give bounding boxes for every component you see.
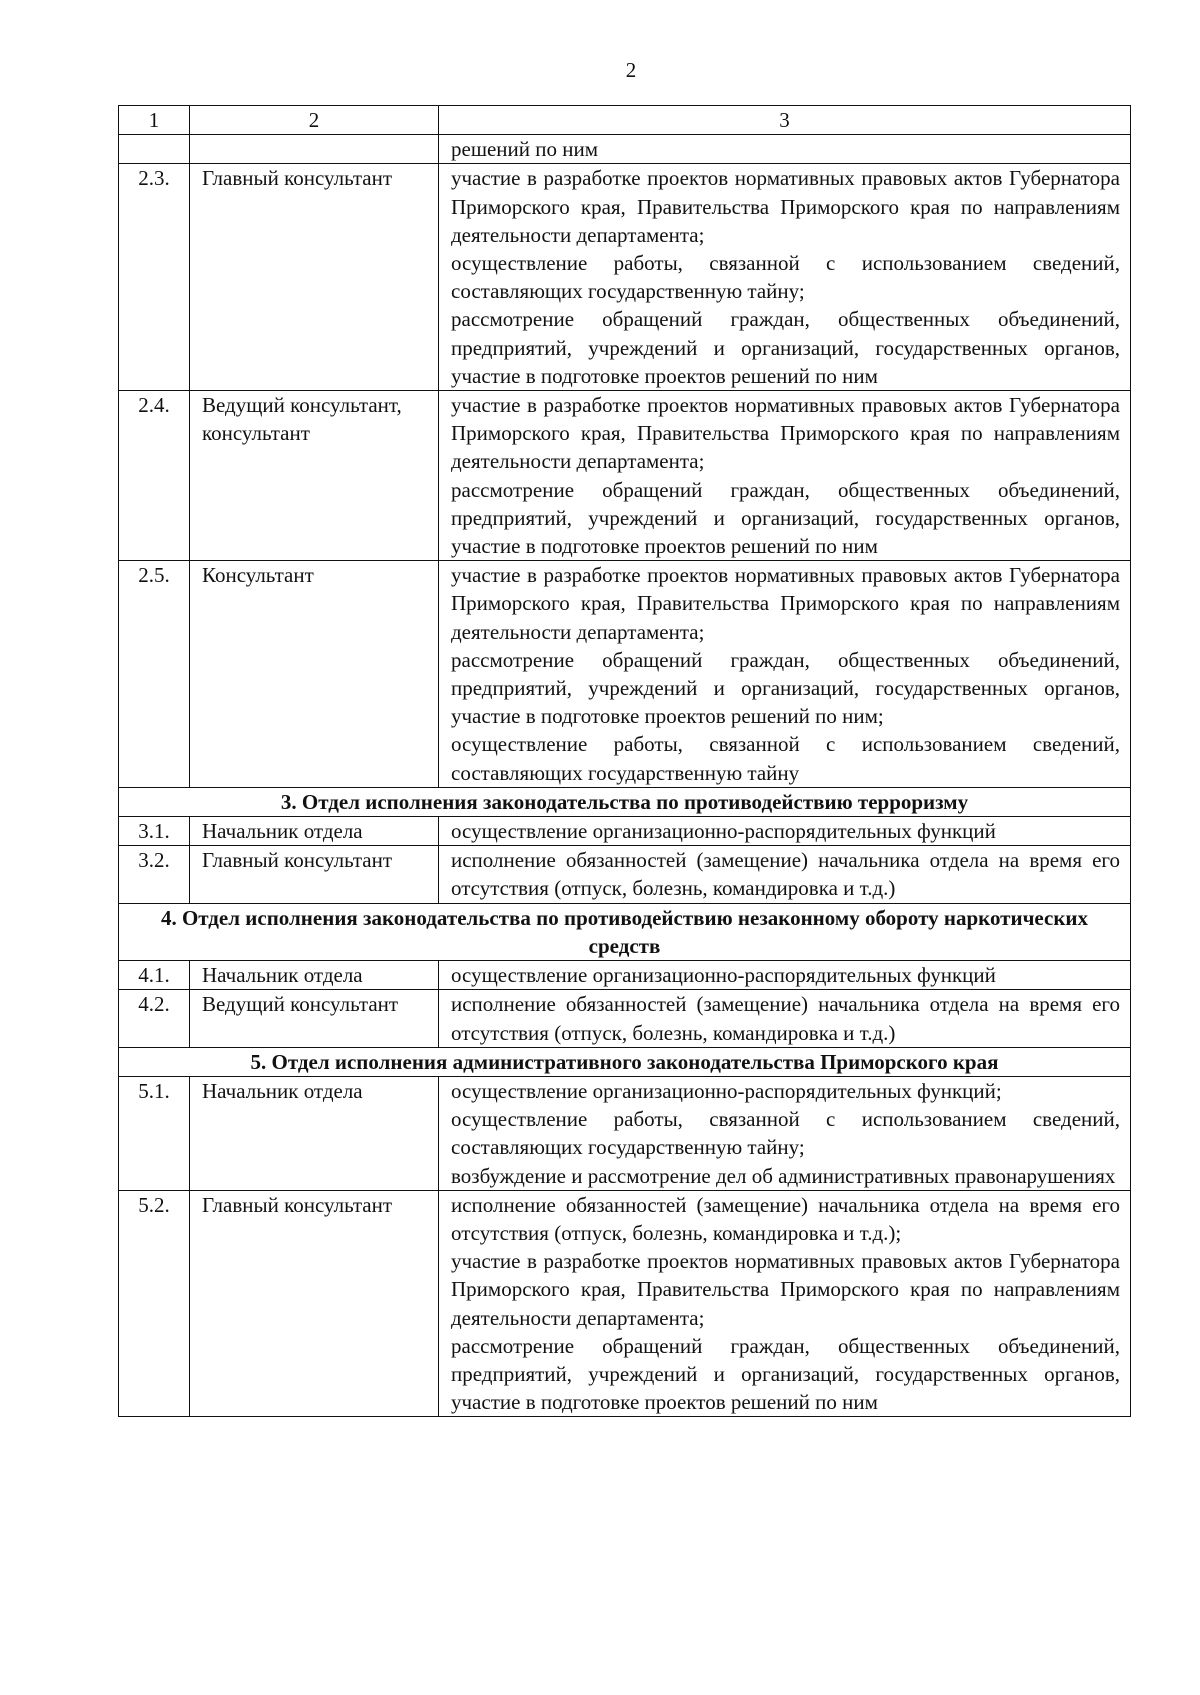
row-duties xyxy=(439,1190,1131,1417)
row-number: 5.1. xyxy=(119,1076,190,1190)
table-row xyxy=(119,817,1131,846)
row-duties xyxy=(439,846,1131,903)
row-number: 4.1. xyxy=(119,961,190,990)
header-col-1: 1 xyxy=(119,106,190,135)
section-title: 3. Отдел исполнения законодательства по противодействию терроризму xyxy=(119,787,1131,816)
section-title: 4. Отдел исполнения законодательства по противодействию незаконному обороту наркотических средств xyxy=(119,903,1131,960)
row-position: Ведущий консультант, консультант xyxy=(190,391,439,561)
row-position: Ведущий консультант xyxy=(190,990,439,1047)
row-number: 2.5. xyxy=(119,561,190,788)
section-2-rows xyxy=(119,164,1131,787)
table-row xyxy=(119,1190,1131,1417)
header-col-3: 3 xyxy=(439,106,1131,135)
row-position: Начальник отдела xyxy=(190,1076,439,1190)
row-number: 2.3. xyxy=(119,164,190,391)
row-position xyxy=(190,135,439,164)
duty-item: осуществление работы, связанной с использованием сведений, составляющих государственную тайну; xyxy=(451,251,1120,304)
row-duties xyxy=(439,561,1131,788)
section-title-row xyxy=(119,787,1131,816)
row-duties xyxy=(439,391,1131,561)
row-number: 2.4. xyxy=(119,391,190,561)
positions-table xyxy=(118,105,1131,1417)
duty-item: исполнение обязанностей (замещение) начальника отдела на время его отсутствия (отпуск, болезнь, командировка и т.д.); xyxy=(451,1192,1120,1245)
table-row xyxy=(119,990,1131,1047)
duty-item: рассмотрение обращений граждан, общественных объединений, предприятий, учреждений и организаций, государственных органов, участие в подготовке проектов решений по ним xyxy=(451,307,1120,388)
page-number: 2 xyxy=(625,58,637,82)
table-row xyxy=(119,391,1131,561)
table-row xyxy=(119,961,1131,990)
table-row xyxy=(119,846,1131,903)
section-4 xyxy=(119,903,1131,1047)
row-number: 3.1. xyxy=(119,817,190,846)
row-position: Начальник отдела xyxy=(190,961,439,990)
row-duties xyxy=(439,990,1131,1047)
table-row xyxy=(119,1076,1131,1190)
row-duties xyxy=(439,1076,1131,1190)
duty-item: осуществление работы, связанной с использованием сведений, составляющих государственную тайну; xyxy=(451,1107,1120,1160)
table-row xyxy=(119,164,1131,391)
row-position: Начальник отдела xyxy=(190,817,439,846)
section-3 xyxy=(119,787,1131,903)
duty-item: рассмотрение обращений граждан, общественных объединений, предприятий, учреждений и организаций, государственных органов, участие в подготовке проектов решений по ним xyxy=(451,477,1120,559)
duty-item: участие в разработке проектов нормативных правовых актов Губернатора Приморского края, Правительства Приморского края по направлениям деятельности департамента; xyxy=(451,166,1120,247)
row-position: Консультант xyxy=(190,561,439,788)
duty-item: осуществление организационно-распорядительных функций xyxy=(451,819,996,844)
row-duties xyxy=(439,961,1131,990)
row-duties xyxy=(439,817,1131,846)
section-5 xyxy=(119,1047,1131,1417)
duty-item: участие в разработке проектов нормативных правовых актов Губернатора Приморского края, Правительства Приморского края по направлениям деятельности департамента; xyxy=(451,393,1120,474)
duty-item: осуществление организационно-распорядительных функций xyxy=(451,963,996,988)
row-duties: решений по ним xyxy=(439,135,1131,164)
continuation-row xyxy=(119,135,1131,164)
section-title-row xyxy=(119,1047,1131,1076)
table-row xyxy=(119,561,1131,788)
row-position: Главный консультант xyxy=(190,846,439,903)
duty-item: участие в разработке проектов нормативных правовых актов Губернатора Приморского края, Правительства Приморского края по направлениям деятельности департамента; xyxy=(451,563,1120,644)
section-title-row xyxy=(119,903,1131,960)
duty-item: возбуждение и рассмотрение дел об административных правонарушениях xyxy=(451,1163,1116,1188)
duty-item: рассмотрение обращений граждан, общественных объединений, предприятий, учреждений и организаций, государственных органов, участие в подготовке проектов решений по ним; xyxy=(451,647,1120,729)
row-position: Главный консультант xyxy=(190,1190,439,1417)
row-duties xyxy=(439,164,1131,391)
duty-item: исполнение обязанностей (замещение) начальника отдела на время его отсутствия (отпуск, болезнь, командировка и т.д.) xyxy=(451,992,1120,1045)
duty-item: исполнение обязанностей (замещение) начальника отдела на время его отсутствия (отпуск, болезнь, командировка и т.д.) xyxy=(451,848,1120,901)
duty-item: осуществление работы, связанной с использованием сведений, составляющих государственную тайну xyxy=(451,732,1120,785)
section-title: 5. Отдел исполнения административного законодательства Приморского края xyxy=(119,1047,1131,1076)
row-position: Главный консультант xyxy=(190,164,439,391)
row-number: 5.2. xyxy=(119,1190,190,1417)
header-col-2: 2 xyxy=(190,106,439,135)
row-number: 3.2. xyxy=(119,846,190,903)
row-number: 4.2. xyxy=(119,990,190,1047)
duty-item: осуществление организационно-распорядительных функций; xyxy=(451,1078,1002,1103)
table-header-row xyxy=(119,106,1131,135)
duty-item: рассмотрение обращений граждан, общественных объединений, предприятий, учреждений и организаций, государственных органов, участие в подготовке проектов решений по ним xyxy=(451,1333,1120,1415)
duty-item: участие в разработке проектов нормативных правовых актов Губернатора Приморского края, Правительства Приморского края по направлениям деятельности департамента; xyxy=(451,1249,1120,1330)
row-number xyxy=(119,135,190,164)
